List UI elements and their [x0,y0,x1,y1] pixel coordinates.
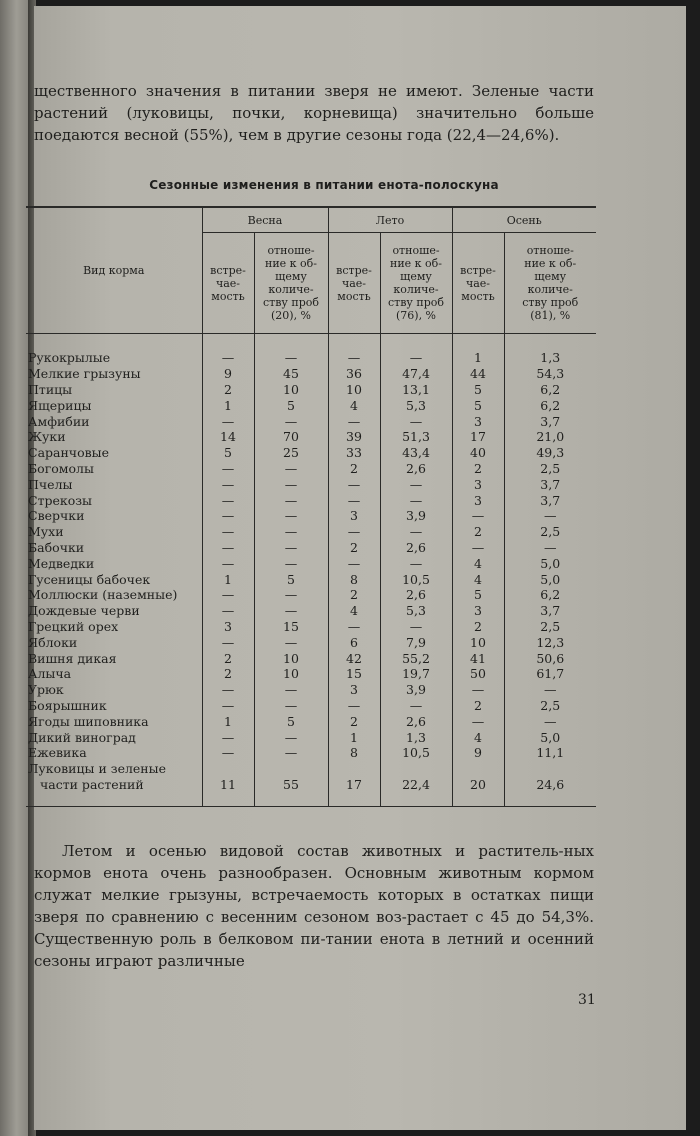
value-cell [202,761,254,777]
value-cell: — [254,476,328,492]
spacer-cell [504,792,596,807]
table-row [26,713,596,729]
value-cell: — [380,619,452,635]
value-cell: 43,4 [380,445,452,461]
value-cell: — [380,413,452,429]
book-page [28,6,686,1130]
value-cell: 3,9 [380,508,452,524]
value-cell: 2 [328,587,380,603]
table-row [26,587,596,603]
value-cell: 24,6 [504,777,596,793]
value-cell: — [328,476,380,492]
value-cell: — [202,587,254,603]
value-cell: 5 [452,587,504,603]
value-cell: — [328,413,380,429]
value-cell: 4 [452,729,504,745]
value-cell: — [254,682,328,698]
value-cell: — [380,492,452,508]
value-cell: 1 [202,713,254,729]
value-cell: 39 [328,429,380,445]
value-cell: — [380,524,452,540]
value-cell: 2 [202,382,254,398]
feed-name-cell: Стрекозы [28,492,92,508]
value-cell: 10 [452,634,504,650]
value-cell: 8 [328,745,380,761]
page-number: 31 [578,992,596,1008]
table-row [26,366,596,382]
value-cell: 3 [452,476,504,492]
spacer-cell [26,792,202,807]
value-cell: 2 [202,666,254,682]
value-cell: — [202,682,254,698]
value-cell: — [328,492,380,508]
value-cell: — [202,634,254,650]
value-cell: — [254,492,328,508]
spacer-cell [254,792,328,807]
table-row [26,508,596,524]
value-cell: 3 [452,492,504,508]
spacer-cell [254,334,328,351]
value-cell: — [202,461,254,477]
table-row [26,350,596,366]
feed-name-cell: Урюк [28,682,64,698]
value-cell: 50,6 [504,650,596,666]
header-occurrence: встре- чае- мость [202,233,254,334]
value-cell: 50 [452,666,504,682]
value-cell: 9 [452,745,504,761]
value-cell: 10 [254,666,328,682]
value-cell: 5 [202,445,254,461]
value-cell: 2,5 [504,524,596,540]
value-cell: 5 [254,713,328,729]
value-cell: — [452,540,504,556]
value-cell: 15 [328,666,380,682]
value-cell: — [254,603,328,619]
value-cell: — [254,729,328,745]
value-cell: — [202,540,254,556]
value-cell [452,761,504,777]
value-cell: 3 [452,603,504,619]
value-cell: 3,7 [504,492,596,508]
feed-name-cell: части растений [40,776,144,792]
value-cell: 25 [254,445,328,461]
value-cell: 55 [254,777,328,793]
spacer-cell [380,334,452,351]
table-row [26,492,596,508]
value-cell: 2,5 [504,461,596,477]
feed-name-cell: Боярышник [28,697,107,713]
spacer-cell [328,792,380,807]
spacer-cell [380,792,452,807]
bottom-paragraph: Летом и осенью видовой состав животных и раститель-ных кормов енота очень разнообразен. Основным животным кормом служат мелкие грызуны, встречаемость которых в остатках пищи зверя по сравнению с весенним сезоном воз-растает с 45 до 54,3%. Существенную роль в белковом пи-тании енота в летний и осенний сезоны играют различные [34,842,594,970]
value-cell: 5,3 [380,397,452,413]
value-cell: 4 [452,555,504,571]
value-cell: — [380,555,452,571]
value-cell: 33 [328,445,380,461]
value-cell: 5,0 [504,555,596,571]
feed-name-cell: Дождевые черви [28,603,140,619]
value-cell: — [328,619,380,635]
value-cell: 2,5 [504,698,596,714]
value-cell: 3 [452,413,504,429]
value-cell: 10,5 [380,571,452,587]
value-cell: 4 [452,571,504,587]
feed-name-cell: Мелкие грызуны [28,366,141,382]
spacer-cell [452,334,504,351]
value-cell: 2 [328,540,380,556]
diet-table [26,206,596,807]
value-cell: 10 [254,650,328,666]
value-cell: 5,0 [504,729,596,745]
feed-name-cell: Ежевика [28,745,87,761]
table-row [26,634,596,650]
table-row [26,461,596,477]
value-cell: 5,0 [504,571,596,587]
value-cell: 44 [452,366,504,382]
feed-name-cell: Медведки [28,555,95,571]
header-occurrence: встре- чае- мость [452,233,504,334]
value-cell: 61,7 [504,666,596,682]
value-cell: 1 [452,350,504,366]
value-cell [328,761,380,777]
value-cell: 45 [254,366,328,382]
table-row [26,745,596,761]
value-cell: — [504,508,596,524]
table-row [26,429,596,445]
table-spacer-row [26,792,596,807]
spacer-cell [202,792,254,807]
value-cell: — [504,540,596,556]
header-season-summer: Лето [328,207,452,233]
feed-name-cell: Алыча [28,666,72,682]
value-cell: — [202,555,254,571]
table-row [26,650,596,666]
table-row [26,619,596,635]
feed-name-cell: Птицы [28,381,73,397]
value-cell: 12,3 [504,634,596,650]
value-cell: 3 [328,508,380,524]
value-cell: — [202,492,254,508]
value-cell [380,761,452,777]
header-occurrence: встре- чае- мость [328,233,380,334]
value-cell: — [254,634,328,650]
value-cell: — [504,682,596,698]
value-cell: 2 [328,713,380,729]
value-cell: 10 [254,382,328,398]
value-cell: 19,7 [380,666,452,682]
table-row [26,761,596,777]
table-row [26,476,596,492]
value-cell: 13,1 [380,382,452,398]
value-cell: 6,2 [504,587,596,603]
value-cell: 36 [328,366,380,382]
value-cell: 21,0 [504,429,596,445]
table-row [26,777,596,793]
header-feed-type: Вид корма [26,207,202,334]
value-cell: 22,4 [380,777,452,793]
table-row [26,666,596,682]
value-cell: 6,2 [504,382,596,398]
header-season-autumn: Осень [452,207,596,233]
value-cell: 70 [254,429,328,445]
value-cell [504,761,596,777]
value-cell: — [380,350,452,366]
value-cell: 14 [202,429,254,445]
feed-name-cell: Ягоды шиповника [28,713,149,729]
feed-name-cell: Саранчовые [28,445,109,461]
value-cell: 41 [452,650,504,666]
value-cell: 2 [452,461,504,477]
value-cell: — [254,524,328,540]
value-cell: 2,6 [380,713,452,729]
value-cell: 2,6 [380,540,452,556]
value-cell: 1 [202,397,254,413]
table-row [26,540,596,556]
top-paragraph: щественного значения в питании зверя не имеют. Зеленые части растений (луковицы, почки, корневища) значительно больше поедаются весной (55%), чем в другие сезоны года (22,4—24,6%). [34,82,594,144]
spacer-cell [328,334,380,351]
value-cell: — [380,476,452,492]
table-row [26,729,596,745]
feed-name-cell: Мухи [28,524,64,540]
value-cell: 3,9 [380,682,452,698]
value-cell: — [328,524,380,540]
value-cell: 2,6 [380,461,452,477]
value-cell: 2 [452,619,504,635]
feed-name-cell: Ящерицы [28,397,92,413]
value-cell: — [202,476,254,492]
value-cell: — [254,698,328,714]
value-cell: 3,7 [504,476,596,492]
value-cell: 2 [202,650,254,666]
value-cell: 5,3 [380,603,452,619]
value-cell: 9 [202,366,254,382]
value-cell: — [202,698,254,714]
value-cell: — [254,587,328,603]
value-cell: 47,4 [380,366,452,382]
value-cell: — [328,350,380,366]
value-cell: 1 [328,729,380,745]
value-cell: 2,5 [504,619,596,635]
value-cell: — [328,698,380,714]
value-cell: 6,2 [504,397,596,413]
value-cell: — [202,603,254,619]
value-cell: 4 [328,397,380,413]
value-cell: 2 [328,461,380,477]
value-cell: — [254,461,328,477]
table-row [26,571,596,587]
feed-name-cell: Сверчки [28,508,85,524]
table-spacer-row [26,334,596,351]
value-cell: 17 [328,777,380,793]
value-cell: 1,3 [380,729,452,745]
value-cell: — [328,555,380,571]
value-cell: 7,9 [380,634,452,650]
value-cell: — [202,745,254,761]
spacer-cell [504,334,596,351]
value-cell: — [254,540,328,556]
value-cell: — [202,524,254,540]
feed-name-cell: Богомолы [28,460,94,476]
value-cell: 5 [254,397,328,413]
table-row [26,698,596,714]
value-cell: — [452,682,504,698]
table-row [26,555,596,571]
header-ratio: отноше- ние к об- щему количе- ству проб (76), % [380,233,452,334]
spacer-cell [26,334,202,351]
value-cell: — [254,413,328,429]
value-cell: 5 [254,571,328,587]
feed-name-cell: Моллюски (наземные) [28,587,178,603]
value-cell: 51,3 [380,429,452,445]
value-cell: — [254,508,328,524]
header-ratio: отноше- ние к об- щему количе- ству проб (20), % [254,233,328,334]
value-cell [254,761,328,777]
value-cell: — [452,508,504,524]
value-cell: 2 [452,524,504,540]
table-row [26,413,596,429]
table-row [26,524,596,540]
table-row [26,682,596,698]
feed-name-cell: Рукокрылые [28,350,111,366]
feed-name-cell: Бабочки [28,539,85,555]
value-cell: 17 [452,429,504,445]
value-cell: 1 [202,571,254,587]
value-cell: 15 [254,619,328,635]
value-cell: 1,3 [504,350,596,366]
feed-name-cell: Амфибии [28,413,90,429]
feed-name-cell: Гусеницы бабочек [28,571,151,587]
table-row [26,603,596,619]
feed-name-cell: Пчелы [28,476,73,492]
value-cell: 55,2 [380,650,452,666]
value-cell: — [254,555,328,571]
table-row [26,382,596,398]
feed-name-cell: Дикий виноград [28,729,136,745]
value-cell: 40 [452,445,504,461]
value-cell: — [504,713,596,729]
value-cell: — [202,350,254,366]
value-cell: 3 [202,619,254,635]
header-ratio: отноше- ние к об- щему количе- ству проб (81), % [504,233,596,334]
value-cell: 49,3 [504,445,596,461]
value-cell: 3 [328,682,380,698]
table-row [26,445,596,461]
value-cell: 5 [452,397,504,413]
value-cell: 10 [328,382,380,398]
value-cell: — [202,729,254,745]
value-cell: 54,3 [504,366,596,382]
value-cell: 11,1 [504,745,596,761]
value-cell: 20 [452,777,504,793]
value-cell: 3,7 [504,603,596,619]
spacer-cell [452,792,504,807]
table-body [26,334,596,807]
value-cell: 6 [328,634,380,650]
value-cell: — [202,508,254,524]
value-cell: 2,6 [380,587,452,603]
feed-name-cell: Яблоки [28,634,78,650]
value-cell: 8 [328,571,380,587]
value-cell: — [254,745,328,761]
value-cell: — [380,698,452,714]
header-season-spring: Весна [202,207,328,233]
value-cell: — [254,350,328,366]
value-cell: 3,7 [504,413,596,429]
feed-name-cell: Луковицы и зеленые [28,761,166,777]
spacer-cell [202,334,254,351]
feed-name-cell: Грецкий орех [28,618,119,634]
table-title: Сезонные изменения в питании енота-полоскуна [149,178,499,192]
value-cell: 4 [328,603,380,619]
value-cell: 11 [202,777,254,793]
value-cell: — [202,413,254,429]
value-cell: 5 [452,382,504,398]
feed-name-cell: Жуки [28,429,66,445]
feed-name-cell: Вишня дикая [28,650,117,666]
value-cell: — [452,713,504,729]
value-cell: 2 [452,698,504,714]
value-cell: 42 [328,650,380,666]
table-row [26,397,596,413]
value-cell: 10,5 [380,745,452,761]
